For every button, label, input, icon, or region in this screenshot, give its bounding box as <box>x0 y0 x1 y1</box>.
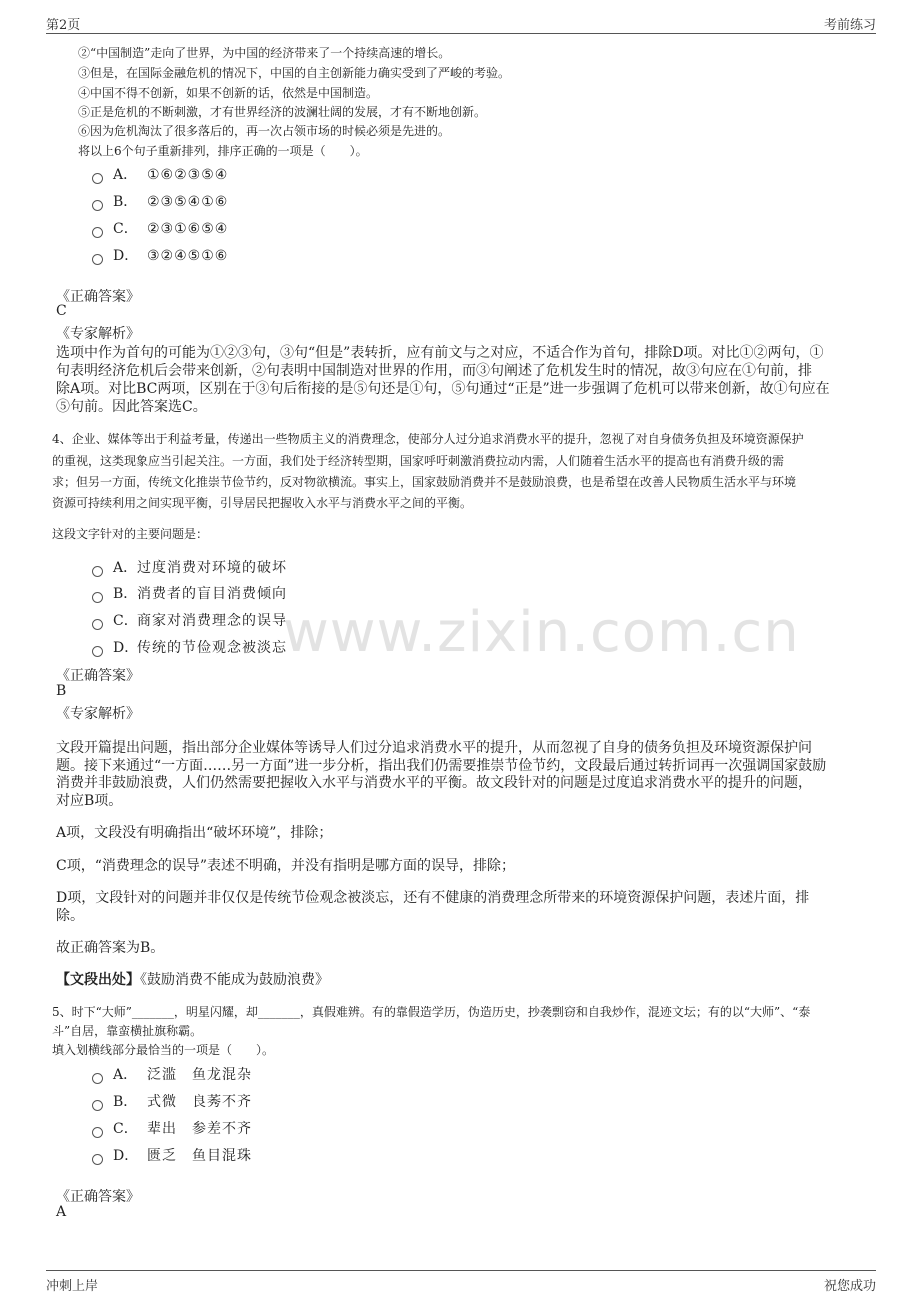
q4-source <box>56 969 329 989</box>
radio-icon[interactable] <box>92 1073 103 1084</box>
q4-option-d[interactable]: D．传统的节俭观念被淡忘 <box>92 637 287 655</box>
source-label: 【文段出处】 <box>56 972 140 988</box>
q3-option-c[interactable]: C． ②③①⑥⑤④ <box>92 218 228 236</box>
q3-sentence: ⑤正是危机的不断刺激，才有世界经济的波澜壮阔的发展，才有不断地创新。 <box>78 105 487 119</box>
q4-analysis-c: C项，“消费理念的误导”表述不明确，并没有指明是哪方面的误导，排除； <box>56 858 516 874</box>
q5-stem-line: 5、时下“大师”_______，明星闪耀，却_______，真假难辨。有的靠假造学历，伪造历史，抄袭剽窃和自我炒作，混迹文坛；有的以“大师”、“泰 <box>52 1005 811 1019</box>
radio-icon[interactable] <box>92 1100 103 1111</box>
q3-option-d[interactable]: D． ③②④⑤①⑥ <box>92 245 228 263</box>
radio-icon[interactable] <box>92 566 103 577</box>
radio-icon[interactable] <box>92 173 103 184</box>
q4-conclusion: 故正确答案为B。 <box>56 940 165 956</box>
footer-left-text: 冲刺上岸 <box>46 1279 99 1294</box>
q3-analysis-line: 除A项。对比BC两项，区别在于③句后衔接的是⑤句还是①句，⑤句通过“正是”进一步强调了危机可以带来创新，故①句应在 <box>56 381 830 397</box>
page-footer <box>46 1275 876 1293</box>
footer-divider <box>46 1270 876 1271</box>
q3-analysis-label: 《专家解析》 <box>56 326 140 342</box>
q4-analysis-line: 对应B项。 <box>56 793 123 809</box>
radio-icon[interactable] <box>92 592 103 603</box>
radio-icon[interactable] <box>92 1154 103 1165</box>
q4-analysis-a: A项，文段没有明确指出“破坏环境”，排除； <box>56 825 333 841</box>
radio-icon[interactable] <box>92 200 103 211</box>
header-divider <box>46 33 876 34</box>
q5-option-c[interactable]: C． 辈出 参差不齐 <box>92 1118 252 1136</box>
q5-option-d[interactable]: D． 匮乏 鱼目混珠 <box>92 1145 252 1163</box>
q4-stem-line: 资源可持续利用之间实现平衡，引导居民把握收入水平与消费水平之间的平衡。 <box>52 496 473 510</box>
q5-option-b[interactable]: B． 式微 良莠不齐 <box>92 1091 252 1109</box>
q5-stem-line: 斗”自居，靠蛮横扯旗称霸。 <box>52 1024 203 1038</box>
q4-answer: B <box>56 683 67 699</box>
q3-sentence: ⑥因为危机淘汰了很多落后的，再一次占领市场的时候必须是先进的。 <box>78 124 451 138</box>
radio-icon[interactable] <box>92 646 103 657</box>
q4-option-a[interactable]: A．过度消费对环境的破坏 <box>92 557 287 575</box>
q4-option-c[interactable]: C．商家对消费理念的误导 <box>92 610 287 628</box>
q4-analysis-line: 消费并非鼓励浪费，人们仍然需要把握收入水平与消费水平的平衡。故文段针对的问题是过度追求消费水平的提升的问题， <box>56 775 812 791</box>
q3-sentence: ②“中国制造”走向了世界，为中国的经济带来了一个持续高速的增长。 <box>78 46 451 60</box>
q3-option-b[interactable]: B． ②③⑤④①⑥ <box>92 191 228 209</box>
q4-analysis-d-line: 除。 <box>56 908 84 924</box>
watermark: www.zixin.com.cn <box>283 600 800 665</box>
q4-analysis-line: 题。接下来通过“一方面……另一方面”进一步分析，指出我们仍需要推崇节俭节约，文段最后通过转折词再一次强调国家鼓励 <box>56 758 827 774</box>
q3-analysis-line: 句表明经济危机后会带来创新，②句表明中国制造对世界的作用，而③句阐述了危机发生时的情况，故③句应在①句前，排 <box>56 363 812 379</box>
radio-icon[interactable] <box>92 1127 103 1138</box>
q4-analysis-label: 《专家解析》 <box>56 706 140 722</box>
q4-answer-label: 《正确答案》 <box>56 668 140 684</box>
header-title: 考前练习 <box>823 18 876 33</box>
q3-sentence: ④中国不得不创新，如果不创新的话，依然是中国制造。 <box>78 86 379 100</box>
q4-stem-line: 4、企业、媒体等出于利益考量，传递出一些物质主义的消费理念，使部分人过分追求消费水平的提升，忽视了对自身债务负担及环境资源保护 <box>52 432 804 446</box>
q3-analysis-line: ⑤句前。因此答案选C。 <box>56 399 207 415</box>
q5-answer: A <box>56 1204 67 1220</box>
q5-option-a[interactable]: A． 泛滥 鱼龙混杂 <box>92 1064 252 1082</box>
q3-answer: C <box>56 303 67 319</box>
source-title: 《鼓励消费不能成为鼓励浪费》 <box>140 972 329 988</box>
q4-option-b[interactable]: B．消费者的盲目消费倾向 <box>92 583 287 601</box>
q3-sentence: ③但是，在国际金融危机的情况下，中国的自主创新能力确实受到了严峻的考验。 <box>78 66 511 80</box>
q4-analysis-d-line: D项，文段针对的问题并非仅仅是传统节俭观念被淡忘，还有不健康的消费理念所带来的环境资源保护问题，表述片面，排 <box>56 890 810 906</box>
q5-question: 填入划横线部分最恰当的一项是（ ）。 <box>52 1043 275 1057</box>
q4-stem-line: 的重视，这类现象应当引起关注。一方面，我们处于经济转型期，国家呼吁刺激消费拉动内需，人们随着生活水平的提高也有消费升级的需 <box>52 454 785 468</box>
q4-stem-line: 求；但另一方面，传统文化推崇节俭节约，反对物欲横流。事实上，国家鼓励消费并不是鼓励浪费，也是希望在改善人民物质生活水平与环境 <box>52 475 797 489</box>
q3-question: 将以上6个句子重新排列，排序正确的一项是（ ）。 <box>78 144 368 158</box>
radio-icon[interactable] <box>92 619 103 630</box>
radio-icon[interactable] <box>92 254 103 265</box>
q3-analysis-line: 选项中作为首句的可能为①②③句，③句“但是”表转折，应有前文与之对应，不适合作为首句，排除D项。对比①②两句，① <box>56 345 824 361</box>
q4-analysis-line: 文段开篇提出问题，指出部分企业媒体等诱导人们过分追求消费水平的提升，从而忽视了自身的债务负担及环境资源保护问 <box>56 740 812 756</box>
q3-option-a[interactable]: A． ①⑥②③⑤④ <box>92 164 228 182</box>
page-number: 第2页 <box>46 18 81 33</box>
radio-icon[interactable] <box>92 227 103 238</box>
q3-answer-label: 《正确答案》 <box>56 289 140 305</box>
q4-question: 这段文字针对的主要问题是： <box>52 527 209 541</box>
footer-right-text: 祝您成功 <box>823 1279 876 1294</box>
q5-answer-label: 《正确答案》 <box>56 1189 140 1205</box>
page-header <box>46 14 876 32</box>
